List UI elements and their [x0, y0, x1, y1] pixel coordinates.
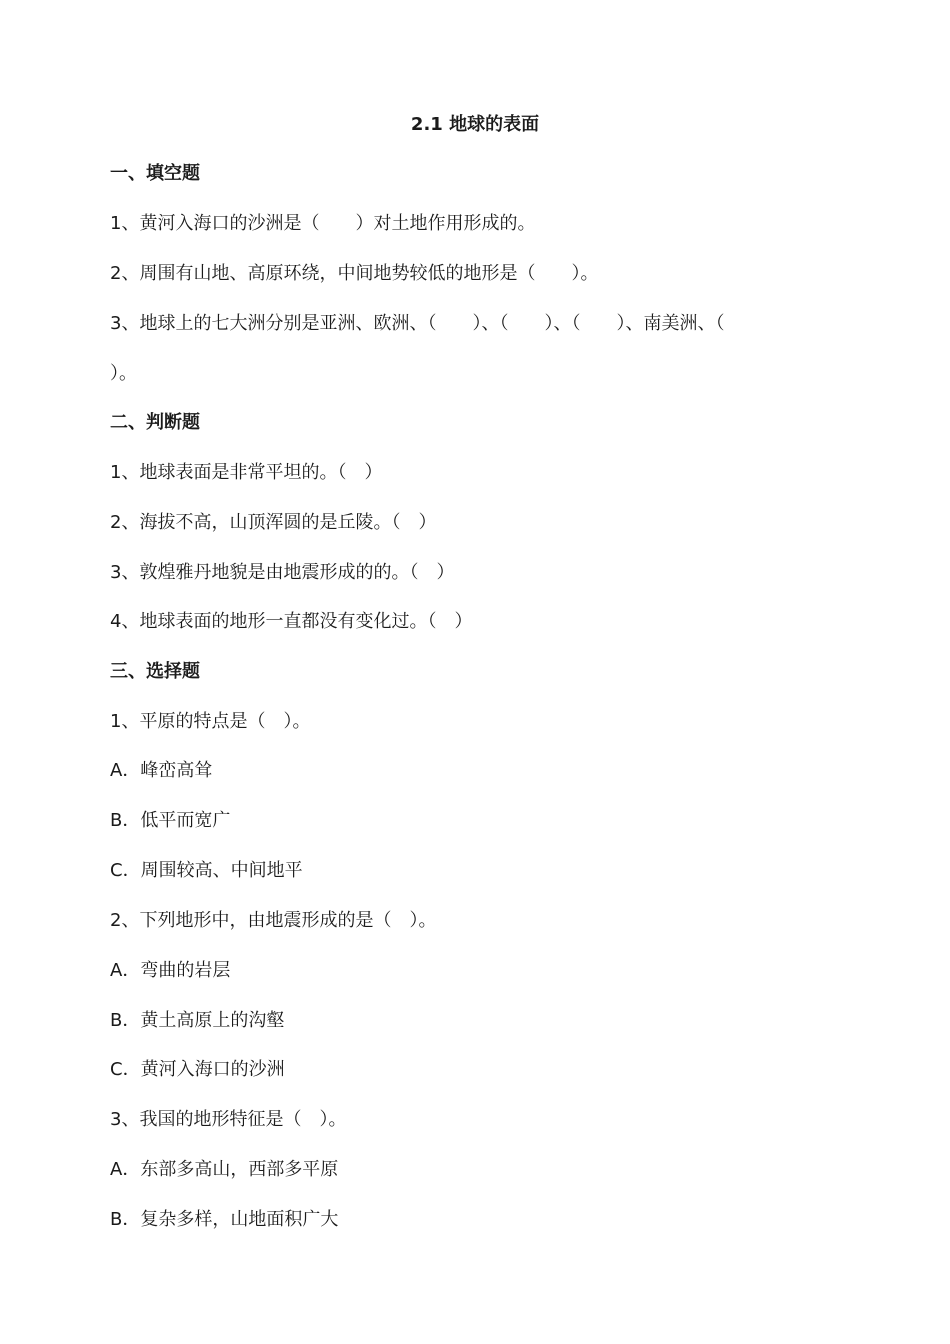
true-false-question-3: 3、敦煌雅丹地貌是由地震形成的的。（ ） — [110, 562, 455, 583]
fill-blank-question-3-line-2: ）。 — [110, 363, 137, 384]
choice-question-2-stem: 2、下列地形中，由地震形成的是（ ）。 — [110, 910, 437, 931]
choice-question-1-option-a: A．峰峦高耸 — [110, 760, 213, 781]
choice-question-2-option-c: C．黄河入海口的沙洲 — [110, 1059, 285, 1080]
choice-question-1-stem: 1、平原的特点是（ ）。 — [110, 711, 311, 732]
page-title: 2.1 地球的表面 — [410, 114, 540, 135]
choice-question-1-option-b: B．低平而宽广 — [110, 810, 231, 831]
fill-blank-question-2: 2、周围有山地、高原环绕，中间地势较低的地形是（ ）。 — [110, 263, 599, 284]
fill-blank-question-1: 1、黄河入海口的沙洲是（ ）对土地作用形成的。 — [110, 213, 536, 234]
true-false-question-2: 2、海拔不高，山顶浑圆的是丘陵。（ ） — [110, 512, 437, 533]
section-heading-true-false: 二、判断题 — [110, 412, 200, 433]
true-false-question-4: 4、地球表面的地形一直都没有变化过。（ ） — [110, 611, 473, 632]
section-heading-multiple-choice: 三、选择题 — [110, 661, 200, 682]
choice-question-1-option-c: C．周围较高、中间地平 — [110, 860, 303, 881]
true-false-question-1: 1、地球表面是非常平坦的。（ ） — [110, 462, 383, 483]
choice-question-3-option-b: B．复杂多样，山地面积广大 — [110, 1209, 339, 1230]
choice-question-3-option-a: A．东部多高山，西部多平原 — [110, 1159, 339, 1180]
choice-question-3-stem: 3、我国的地形特征是（ ）。 — [110, 1109, 347, 1130]
choice-question-2-option-b: B．黄土高原上的沟壑 — [110, 1010, 285, 1031]
section-heading-fill-blank: 一、填空题 — [110, 163, 200, 184]
choice-question-2-option-a: A．弯曲的岩层 — [110, 960, 231, 981]
fill-blank-question-3-line-1: 3、地球上的七大洲分别是亚洲、欧洲、（ ）、（ ）、（ ）、南美洲、（ — [110, 313, 725, 334]
